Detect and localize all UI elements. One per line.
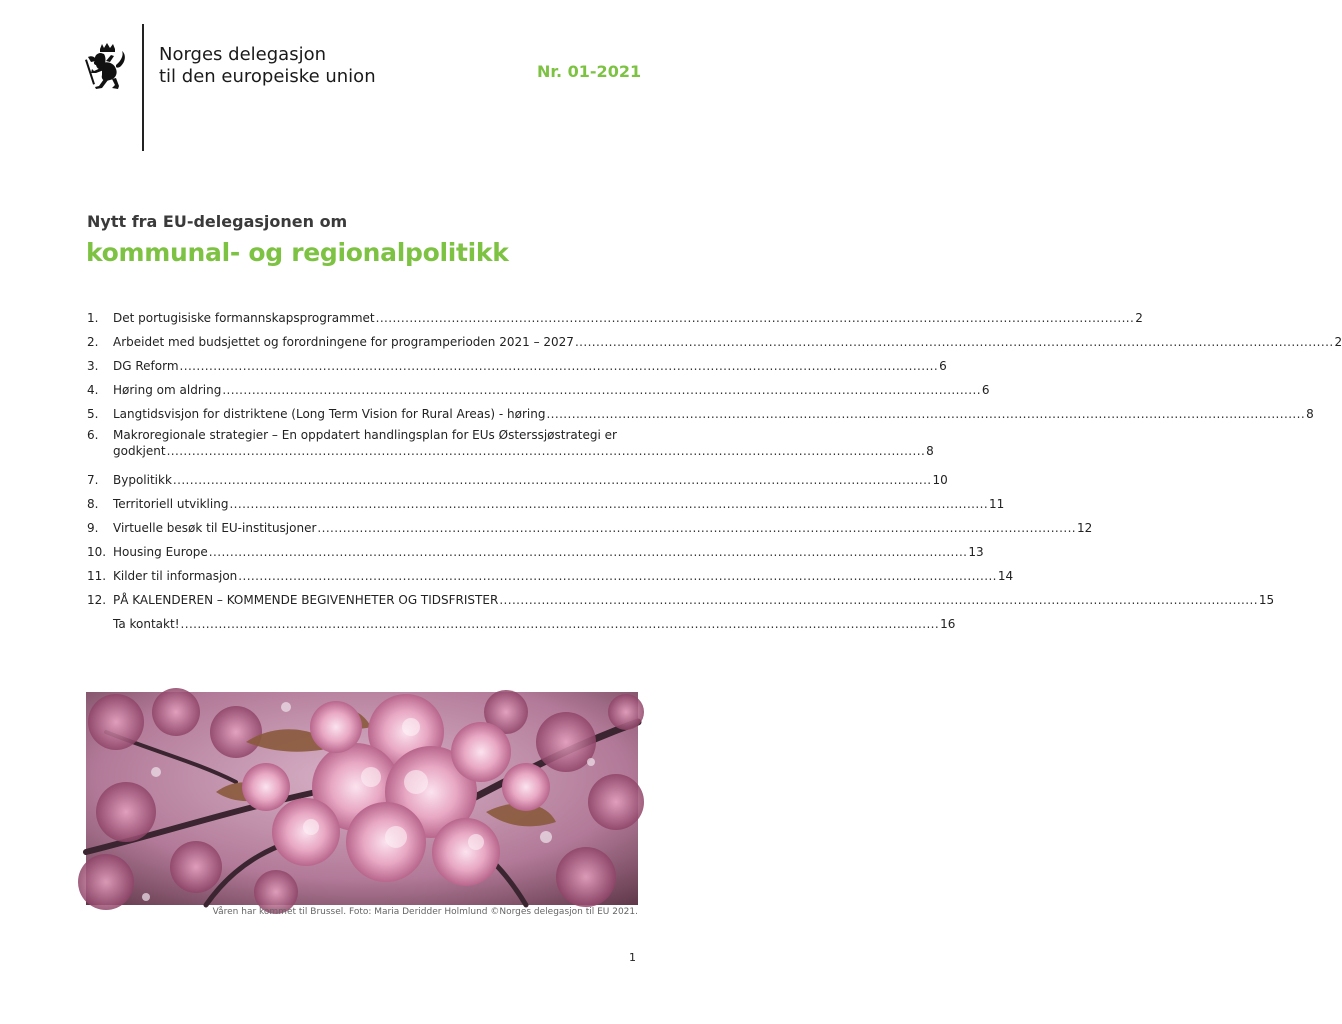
toc-item-title[interactable]: Ta kontakt! [113,617,180,631]
toc-item-title[interactable]: Høring om aldring [113,383,222,397]
toc-item-title[interactable]: Bypolitikk [113,473,172,487]
toc-leader-dots: .................................................................................................................................................................................... [238,569,997,583]
toc-item-page: 16 [940,617,956,631]
toc-item-title[interactable]: Det portugisiske formannskapsprogrammet [113,311,375,325]
toc-item-page: 14 [997,569,1014,583]
toc-item-page: 2 [1334,335,1342,349]
organization-name-line2: til den europeiske union [159,66,376,87]
toc-item-number: 1. [87,311,99,325]
toc-item-title[interactable]: Housing Europe [113,545,208,559]
toc-item-title[interactable]: Territoriell utvikling [113,497,229,511]
toc-item-number: 9. [87,521,99,535]
issue-number: Nr. 01-2021 [537,62,642,81]
toc-item-number: 10. [87,545,107,559]
toc-item-title[interactable]: Arbeidet med budsjettet og forordningene for programperioden 2021 – 2027 [113,335,574,349]
toc-item-number: 2. [87,335,99,349]
toc-item[interactable] [87,587,1275,611]
toc-item-page: 12 [1077,521,1093,535]
toc-item-page: 6 [981,383,990,397]
toc-item[interactable] [87,353,947,377]
toc-leader-dots: .................................................................................................................................................................................... [229,497,989,511]
organization-name-line1: Norges delegasjon [159,44,326,65]
toc-item-page: 10 [932,473,948,487]
toc-item[interactable] [87,611,956,635]
photo-caption: Våren har kommet til Brussel. Foto: Maria Deridder Holmlund ©Norges delegasjon til EU 2021. [212,907,638,917]
toc-item-title[interactable]: DG Reform [113,359,179,373]
toc-leader-dots: .................................................................................................................................................................................... [499,593,1258,607]
norwegian-lion-coat-of-arms-icon [88,43,128,89]
cherry-blossom-photo [86,692,638,905]
toc-leader-dots: .................................................................................................................................................................................... [166,444,926,458]
organization-name [159,44,376,88]
page-number: 1 [629,951,636,964]
toc-item-page: 11 [989,497,1005,511]
toc-item-title[interactable]: Kilder til informasjon [113,569,238,583]
toc-item[interactable] [87,563,1014,587]
toc-leader-dots: .................................................................................................................................................................................... [375,311,1135,325]
toc-item-page: 13 [968,545,984,559]
toc-item-title-continued[interactable]: godkjent [113,444,166,458]
toc-item-page: 15 [1258,593,1275,607]
toc-item-title[interactable]: Langtidsvisjon for distriktene (Long Term Vision for Rural Areas) - høring [113,407,546,421]
toc-item-title[interactable]: PÅ KALENDEREN – KOMMENDE BEGIVENHETER OG TIDSFRISTER [113,593,499,607]
toc-leader-dots: .................................................................................................................................................................................... [574,335,1334,349]
toc-leader-dots: .................................................................................................................................................................................... [180,617,940,631]
toc-leader-dots: .................................................................................................................................................................................... [208,545,968,559]
table-of-contents [87,305,1342,635]
toc-item[interactable] [87,401,1314,425]
toc-item[interactable] [87,305,1143,329]
toc-item-page: 2 [1135,311,1143,325]
toc-leader-dots: .................................................................................................................................................................................... [317,521,1077,535]
toc-leader-dots: .................................................................................................................................................................................... [179,359,939,373]
toc-item-number: 12. [87,593,107,607]
toc-item[interactable] [87,491,1005,515]
toc-leader-dots: .................................................................................................................................................................................... [546,407,1306,421]
newsletter-subtitle: Nytt fra EU-delegasjonen om [87,212,348,231]
toc-item-number: 6. [87,428,99,442]
toc-item-number: 5. [87,407,99,421]
toc-item[interactable] [87,467,948,491]
newsletter-title: kommunal- og regionalpolitikk [86,238,509,267]
toc-item-number: 8. [87,497,99,511]
toc-item[interactable] [87,329,1342,353]
header-divider [142,24,144,151]
toc-item-number: 4. [87,383,99,397]
toc-item-title[interactable]: Makroregionale strategier – En oppdatert handlingsplan for EUs Østerssjøstrategi er [113,428,617,442]
toc-item[interactable] [87,425,934,467]
toc-item-title[interactable]: Virtuelle besøk til EU-institusjoner [113,521,317,535]
toc-item[interactable] [87,539,984,563]
toc-leader-dots: .................................................................................................................................................................................... [222,383,981,397]
toc-item-number: 11. [87,569,107,583]
toc-item-page: 6 [939,359,947,373]
toc-item-number: 7. [87,473,99,487]
toc-leader-dots: .................................................................................................................................................................................... [172,473,932,487]
toc-item-page: 8 [926,444,934,458]
toc-item[interactable] [87,377,990,401]
toc-item-number: 3. [87,359,99,373]
toc-item[interactable] [87,515,1093,539]
toc-item-page: 8 [1306,407,1314,421]
